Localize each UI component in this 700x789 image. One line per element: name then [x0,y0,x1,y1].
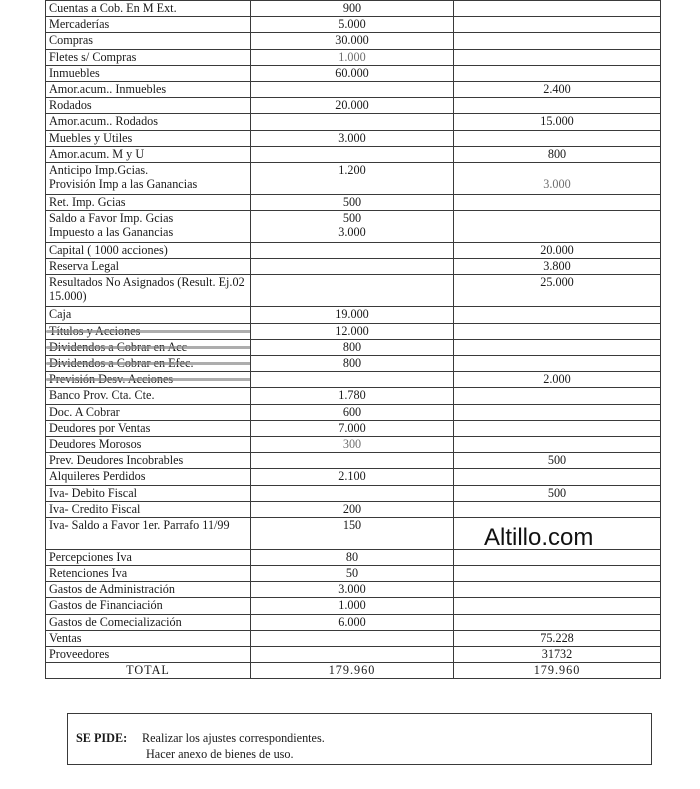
debit-value: 200 [342,501,362,516]
account-cell [46,259,251,275]
debit-cell [251,323,454,339]
credit-cell [454,388,661,404]
credit-value [457,98,657,112]
strike-mark [46,362,251,365]
instructions-line-1: Realizar los ajustes correspondientes. [142,731,325,745]
credit-cell [454,33,661,49]
account-cell [46,614,251,630]
account-name: Doc. A Cobrar [49,404,120,419]
account-cell [46,598,251,614]
debit-cell [251,339,454,355]
account-cell [46,566,251,582]
debit-value: 900 [342,1,362,15]
debit-value: 1.780 [338,388,366,403]
account-name: Rodados [49,98,92,113]
debit-value [254,82,450,96]
total-label: TOTAL [46,663,251,679]
credit-value: 3.800 [543,259,571,274]
account-name: Percepciones Iva [49,549,132,564]
debit-cell [251,49,454,65]
credit-cell [454,81,661,97]
credit-value: 800 [547,146,567,161]
debit-cell [251,1,454,17]
table-row [46,630,661,646]
account-name: Deudores por Ventas [49,420,151,435]
debit-cell [251,469,454,485]
credit-value: 15.000 [540,114,574,129]
account-name: Anticipo Imp.Gcias. [49,162,149,177]
account-cell [46,275,251,307]
account-cell [46,194,251,210]
strike-mark [46,330,251,333]
credit-value: 25.000 [540,275,574,290]
debit-value [254,259,450,273]
account-name: Gastos de Financiación [49,598,163,613]
watermark-text: Altillo.com [484,524,594,551]
account-cell [46,549,251,565]
credit-value [457,405,657,419]
credit-value [457,502,657,516]
account-cell [46,582,251,598]
account-name: Prev. Deudores Incobrables [49,453,184,468]
debit-cell [251,33,454,49]
table-row [46,65,661,81]
credit-cell [454,1,661,17]
credit-cell [454,404,661,420]
table-row [46,243,661,259]
account-cell [46,1,251,17]
debit-value: 50 [345,566,359,581]
debit-cell [251,146,454,162]
table-row [46,436,661,452]
account-cell [46,243,251,259]
credit-value [457,356,657,370]
account-cell [46,146,251,162]
credit-value [457,437,657,451]
strike-mark [46,346,251,349]
account-cell [46,307,251,323]
credit-cell [454,130,661,146]
credit-cell [454,98,661,114]
account-cell [46,49,251,65]
account-name: Capital ( 1000 acciones) [49,243,168,258]
account-name-secondary: Provisión Imp a las Ganancias [49,176,198,191]
debit-cell [251,130,454,146]
credit-cell [454,647,661,663]
account-name: Fletes s/ Compras [49,49,137,64]
credit-value: 500 [547,485,567,500]
credit-cell [454,420,661,436]
account-name: Amor.acum.. Inmuebles [49,81,167,96]
table-row [46,275,661,307]
credit-value [457,324,657,338]
debit-cell [251,162,454,194]
table-row [46,49,661,65]
credit-cell [454,259,661,275]
debit-cell [251,614,454,630]
credit-cell [454,501,661,517]
credit-cell [454,323,661,339]
table-row [46,388,661,404]
debit-cell [251,436,454,452]
table-row [46,356,661,372]
debit-value: 19.000 [335,307,369,322]
account-cell [46,453,251,469]
debit-cell [251,453,454,469]
credit-value: 2.000 [543,372,571,387]
account-cell [46,339,251,355]
account-cell [46,114,251,130]
account-cell [46,323,251,339]
account-cell [46,469,251,485]
account-cell [46,388,251,404]
table-row [46,501,661,517]
debit-value: 500 [342,194,362,209]
debit-cell [251,372,454,388]
credit-value: 2.400 [543,81,571,96]
total-debit: 179.960 [251,663,454,679]
credit-cell [454,436,661,452]
account-name: Caja [49,307,72,322]
debit-cell [251,501,454,517]
credit-cell [454,194,661,210]
table-row [46,582,661,598]
account-name: Amor.acum.. Rodados [49,114,158,129]
debit-cell [251,485,454,501]
credit-value [457,50,657,64]
debit-value: 12.000 [335,323,369,338]
credit-cell [454,162,661,194]
debit-value: 3.000 [338,130,366,145]
account-cell [46,647,251,663]
instructions-box [67,713,652,765]
credit-value [457,421,657,435]
table-row [46,146,661,162]
debit-cell [251,194,454,210]
debit-value: 20.000 [335,98,369,113]
debit-value: 800 [342,339,362,354]
account-cell [46,130,251,146]
account-name: Gastos de Comecialización [49,614,182,629]
credit-value [457,307,657,321]
account-name: Iva- Debito Fiscal [49,485,137,500]
credit-value: 20.000 [540,243,574,258]
credit-cell [454,49,661,65]
credit-cell [454,307,661,323]
credit-value: 75.228 [540,630,574,645]
account-name: Cuentas a Cob. En M Ext. [49,1,177,15]
debit-cell [251,17,454,33]
credit-value [457,566,657,580]
debit-value [254,275,450,289]
debit-cell [251,243,454,259]
credit-value [457,388,657,402]
credit-cell [454,453,661,469]
account-name: Gastos de Administración [49,582,175,597]
credit-value [457,615,657,629]
credit-value [457,211,657,225]
debit-cell [251,98,454,114]
account-name: Saldo a Favor Imp. Gcias [49,211,174,226]
table-row [46,372,661,388]
credit-cell [454,65,661,81]
credit-cell [454,146,661,162]
credit-value: 3.000 [543,176,571,191]
total-row [46,663,661,679]
table-row [46,404,661,420]
table-row [46,194,661,210]
debit-cell [251,549,454,565]
trial-balance-sheet [45,0,653,679]
table-row [46,81,661,97]
table-row [46,33,661,49]
account-name: Amor.acum. M y U [49,146,145,161]
table-row [46,162,661,194]
account-name: Iva- Saldo a Favor 1er. Parrafo 11/99 [49,517,230,532]
table-row [46,598,661,614]
debit-cell [251,275,454,307]
account-cell [46,356,251,372]
debit-value [254,114,450,128]
credit-spacer [457,163,657,177]
credit-cell [454,614,661,630]
table-row [46,98,661,114]
debit-value: 7.000 [338,420,366,435]
account-cell [46,162,251,194]
debit-cell [251,647,454,663]
debit-value: 5.000 [338,17,366,32]
account-name: Banco Prov. Cta. Cte. [49,388,155,403]
credit-value [457,582,657,596]
account-cell [46,211,251,243]
debit-value: 3.000 [338,582,366,597]
debit-value [254,453,450,467]
debit-value: 150 [342,517,362,532]
table-row [46,453,661,469]
debit-cell [251,420,454,436]
table-row [46,339,661,355]
debit-cell [251,81,454,97]
credit-value [457,17,657,31]
table-row [46,323,661,339]
credit-cell [454,485,661,501]
credit-cell [454,598,661,614]
account-cell [46,436,251,452]
credit-value [457,131,657,145]
account-name: Deudores Morosos [49,436,142,451]
credit-value [457,66,657,80]
account-cell [46,33,251,49]
debit-cell [251,566,454,582]
credit-cell [454,243,661,259]
credit-cell [454,275,661,307]
debit-value: 60.000 [335,65,369,80]
debit-cell [251,65,454,81]
debit-value: 30.000 [335,33,369,48]
account-cell [46,372,251,388]
debit-value [254,147,450,161]
account-name: Mercaderías [49,17,110,32]
credit-value [457,469,657,483]
account-cell [46,404,251,420]
credit-value: 500 [547,453,567,468]
instructions-label: SE PIDE: [76,731,128,745]
debit-cell [251,259,454,275]
account-cell [46,98,251,114]
debit-cell [251,404,454,420]
debit-value: 600 [342,404,362,419]
trial-balance-table [45,0,661,679]
credit-cell [454,566,661,582]
debit-value: 80 [345,549,359,564]
account-cell [46,630,251,646]
account-cell [46,517,251,549]
credit-cell [454,372,661,388]
strike-mark [46,378,251,381]
total-credit: 179.960 [454,663,661,679]
debit-cell [251,388,454,404]
table-row [46,259,661,275]
debit-cell [251,211,454,243]
table-row [46,1,661,17]
table-row [46,566,661,582]
debit-cell [251,517,454,549]
credit-cell [454,582,661,598]
debit-value [254,486,450,500]
account-name: Ret. Imp. Gcias [49,194,126,209]
debit-cell [251,356,454,372]
debit-value: 500 [342,211,362,226]
debit-value: 800 [342,356,362,370]
debit-value-secondary: 3.000 [338,225,366,240]
debit-value: 300 [342,436,362,451]
debit-value [254,647,450,661]
credit-value [457,33,657,47]
table-row [46,485,661,501]
account-name: Muebles y Utiles [49,130,133,145]
table-row [46,211,661,243]
table-row [46,647,661,663]
credit-value: 31732 [541,647,573,661]
account-name: Retenciones Iva [49,566,128,581]
credit-cell [454,630,661,646]
account-name: Reserva Legal [49,259,120,274]
account-name: Iva- Credito Fiscal [49,501,141,516]
debit-value: 1.000 [338,598,366,613]
table-row [46,469,661,485]
credit-value [457,195,657,209]
debit-value: 2.100 [338,469,366,484]
account-name: Ventas [49,630,82,645]
credit-cell [454,211,661,243]
debit-value [254,243,450,257]
debit-value [254,631,450,645]
credit-cell [454,114,661,130]
table-row [46,420,661,436]
account-cell [46,65,251,81]
credit-cell [454,469,661,485]
credit-value [457,340,657,354]
account-name-secondary: Impuesto a las Ganancias [49,225,174,240]
table-row [46,114,661,130]
debit-cell [251,114,454,130]
credit-cell [454,356,661,372]
instructions-line-2: Hacer anexo de bienes de uso. [146,747,294,761]
account-name: Compras [49,33,94,48]
debit-cell [251,307,454,323]
credit-value [457,598,657,612]
debit-value: 1.000 [338,49,366,64]
debit-cell [251,582,454,598]
account-cell [46,17,251,33]
debit-cell [251,598,454,614]
account-name: Inmuebles [49,65,100,80]
credit-cell [454,17,661,33]
credit-value [457,1,657,15]
debit-value: 6.000 [338,614,366,629]
table-row [46,17,661,33]
account-name: Proveedores [49,647,110,661]
credit-cell [454,339,661,355]
table-row [46,307,661,323]
account-cell [46,485,251,501]
debit-value [254,372,450,386]
table-row [46,614,661,630]
account-cell [46,81,251,97]
account-cell [46,420,251,436]
table-row [46,130,661,146]
account-cell [46,501,251,517]
debit-value: 1.200 [338,162,366,177]
account-name: Alquileres Perdidos [49,469,146,484]
debit-cell [251,630,454,646]
account-name: Resultados No Asignados (Result. Ej.02 15.000) [49,275,245,304]
